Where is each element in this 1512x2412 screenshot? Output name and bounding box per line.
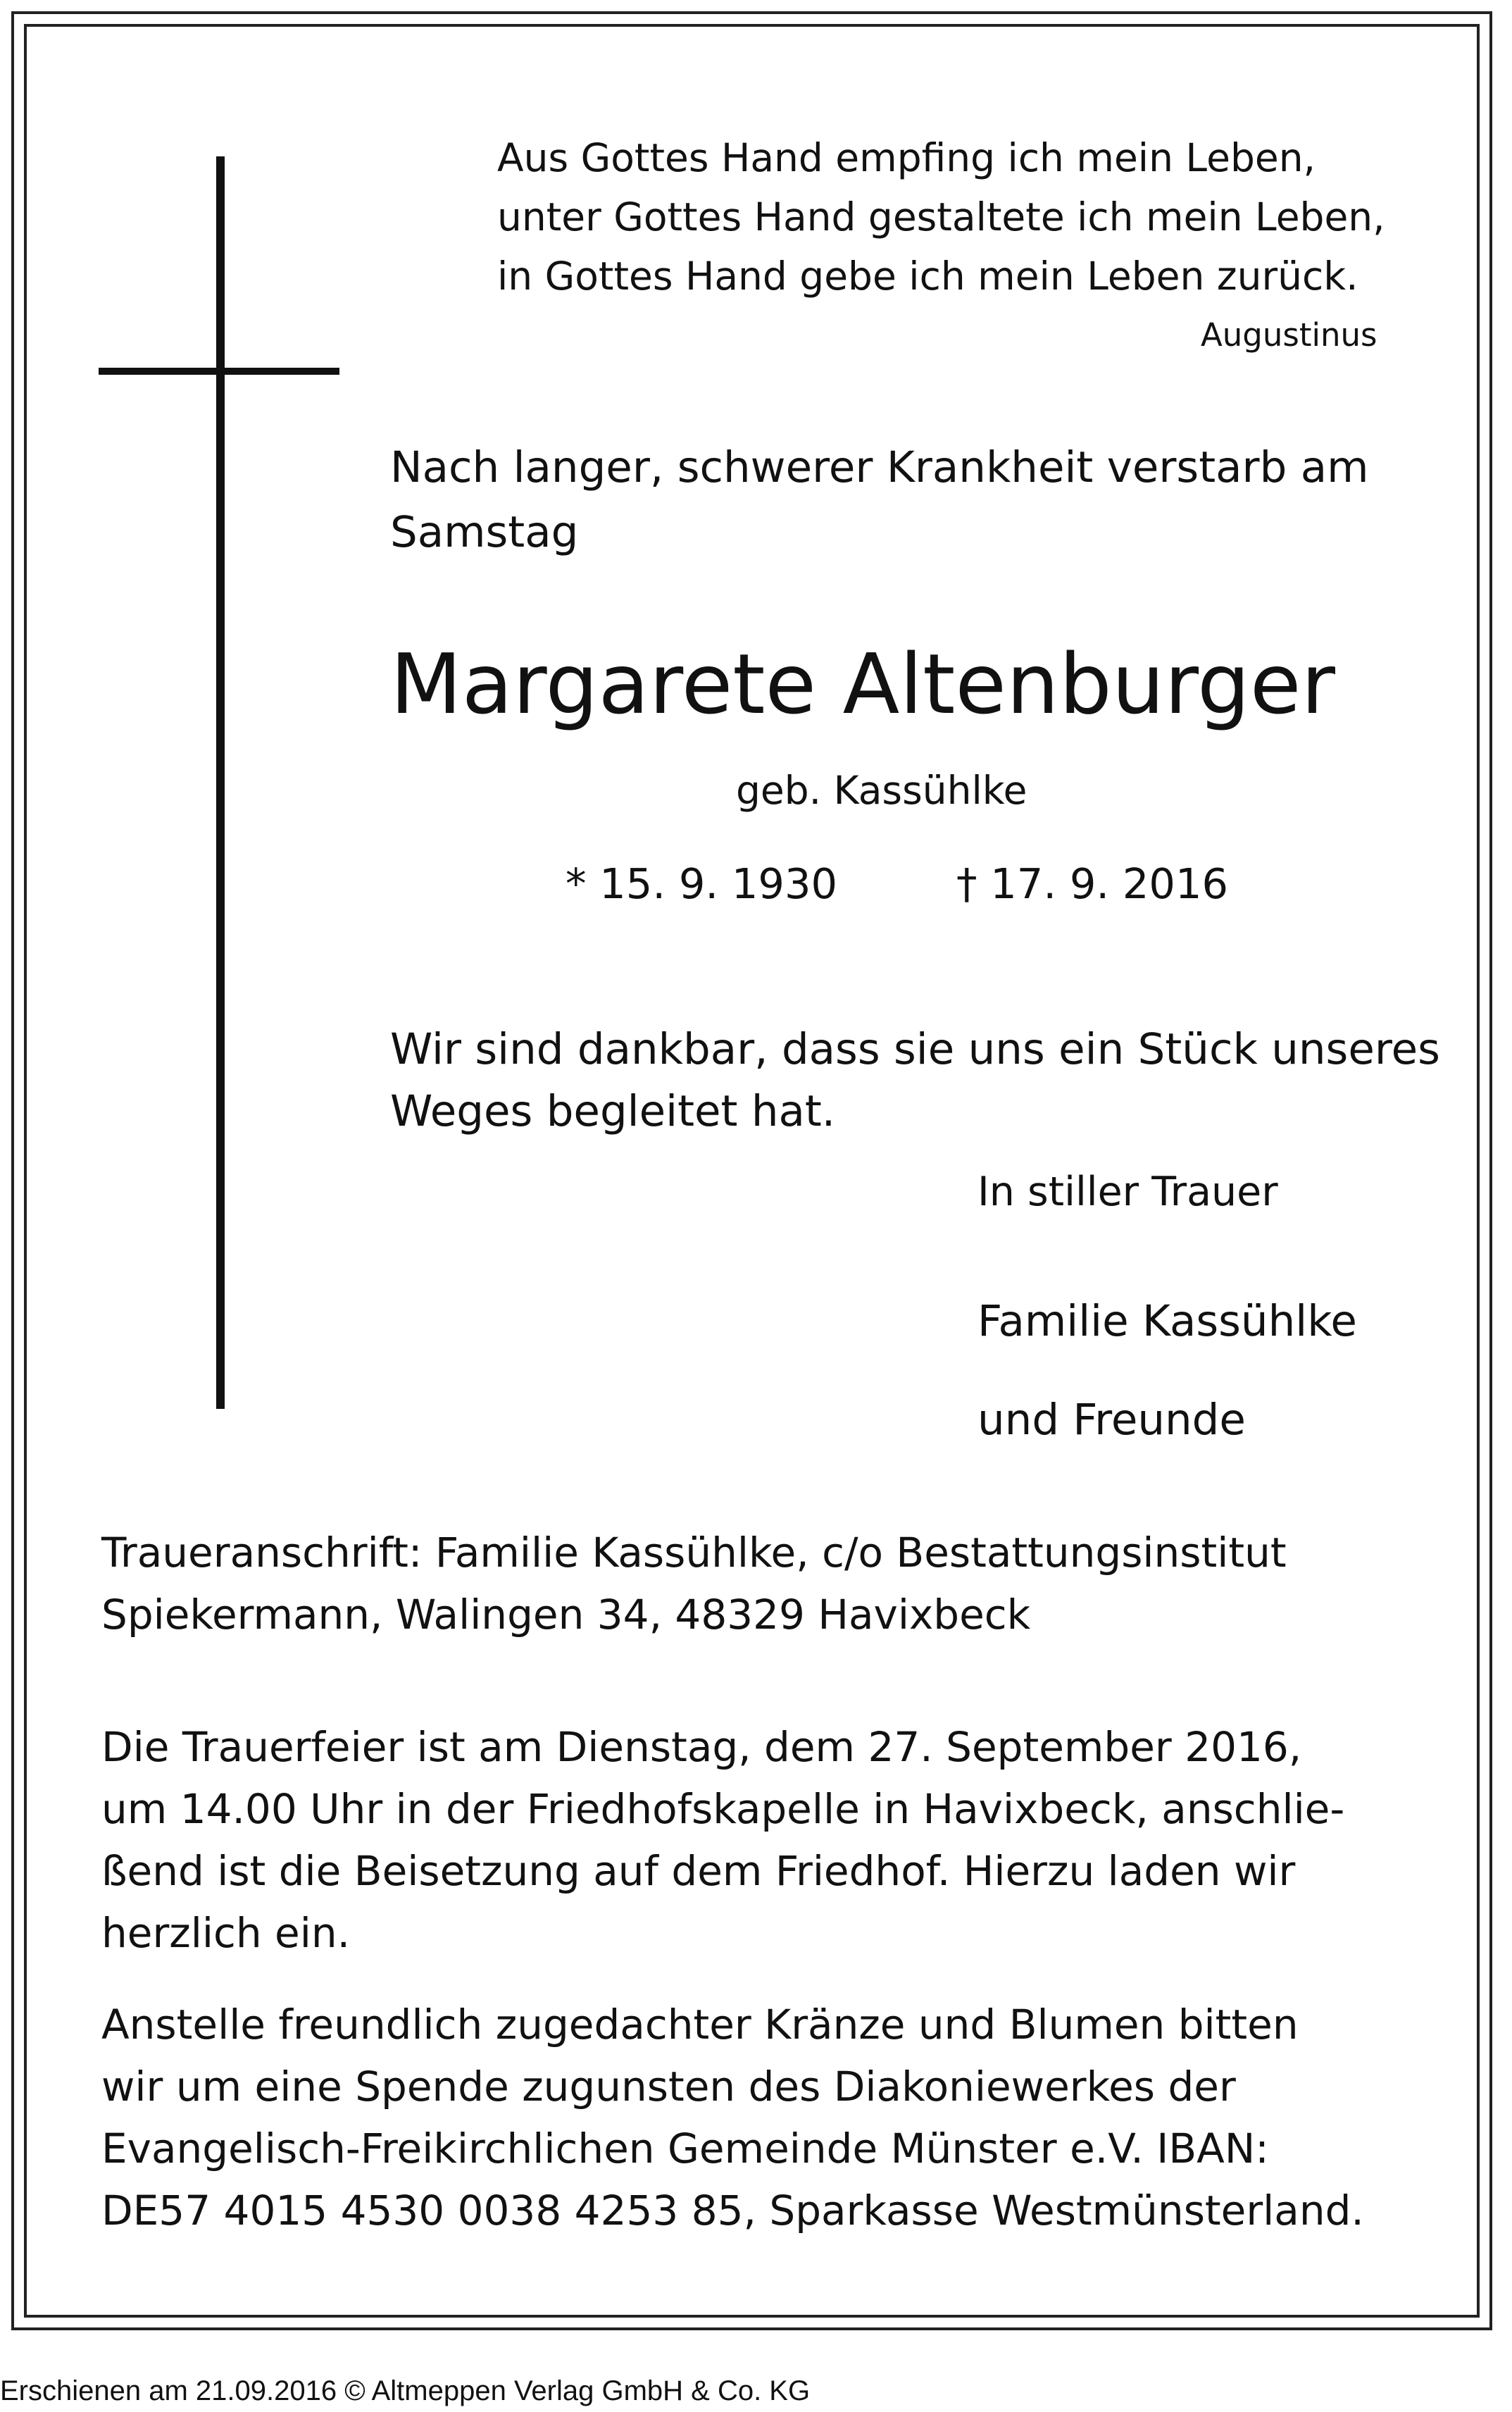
- announcement-line: Nach langer, schwerer Krankheit verstarb am: [390, 442, 1369, 492]
- donation-line: DE57 4015 4530 0038 4253 85, Sparkasse Westmünsterland.: [101, 2187, 1364, 2234]
- mourners-line: Familie Kassühlke: [977, 1296, 1357, 1346]
- poem-line: in Gottes Hand gebe ich mein Leben zurück.: [497, 254, 1358, 299]
- thanks-line: Weges begleitet hat.: [390, 1086, 836, 1136]
- cross-icon: [216, 156, 225, 1409]
- address-line: Spiekermann, Walingen 34, 48329 Havixbeck: [101, 1591, 1031, 1639]
- mourning-intro: In stiller Trauer: [977, 1169, 1278, 1215]
- thanks-text: [390, 1019, 1440, 1143]
- birth-date: * 15. 9. 1930: [566, 859, 838, 908]
- death-announcement: [390, 435, 1369, 565]
- donation-line: Evangelisch-Freikirchlichen Gemeinde Münster e.V. IBAN:: [101, 2125, 1269, 2172]
- ceremony-line: um 14.00 Uhr in der Friedhofskapelle in Havixbeck, anschlie-: [101, 1785, 1345, 1833]
- mourning-address: [101, 1522, 1287, 1646]
- poem-quote: [497, 128, 1385, 306]
- cross-icon-bar: [99, 368, 339, 375]
- ceremony-line: ßend ist die Beisetzung auf dem Friedhof. Hierzu laden wir: [101, 1847, 1296, 1895]
- donation-request: [101, 1994, 1364, 2242]
- mourners-line: und Freunde: [977, 1395, 1246, 1445]
- funeral-ceremony-info: [101, 1716, 1344, 1964]
- poem-line: Aus Gottes Hand empfing ich mein Leben,: [497, 135, 1316, 180]
- ceremony-line: Die Trauerfeier ist am Dienstag, dem 27. September 2016,: [101, 1723, 1302, 1771]
- mourners-signature: [977, 1272, 1357, 1469]
- death-date: † 17. 9. 2016: [956, 859, 1229, 908]
- poem-line: unter Gottes Hand gestaltete ich mein Leben,: [497, 194, 1385, 240]
- thanks-line: Wir sind dankbar, dass sie uns ein Stück unseres: [390, 1024, 1440, 1074]
- announcement-line: Samstag: [390, 507, 579, 557]
- deceased-name: Margarete Altenburger: [390, 635, 1335, 733]
- ceremony-line: herzlich ein.: [101, 1909, 351, 1957]
- donation-line: wir um eine Spende zugunsten des Diakoniewerkes der: [101, 2063, 1236, 2110]
- address-line: Traueranschrift: Familie Kassühlke, c/o Bestattungsinstitut: [101, 1529, 1287, 1577]
- birth-name: geb. Kassühlke: [736, 768, 1027, 813]
- publication-footer: Erschienen am 21.09.2016 © Altmeppen Verlag GmbH & Co. KG: [0, 2375, 811, 2406]
- donation-line: Anstelle freundlich zugedachter Kränze und Blumen bitten: [101, 2001, 1299, 2049]
- poem-author: Augustinus: [1201, 316, 1377, 354]
